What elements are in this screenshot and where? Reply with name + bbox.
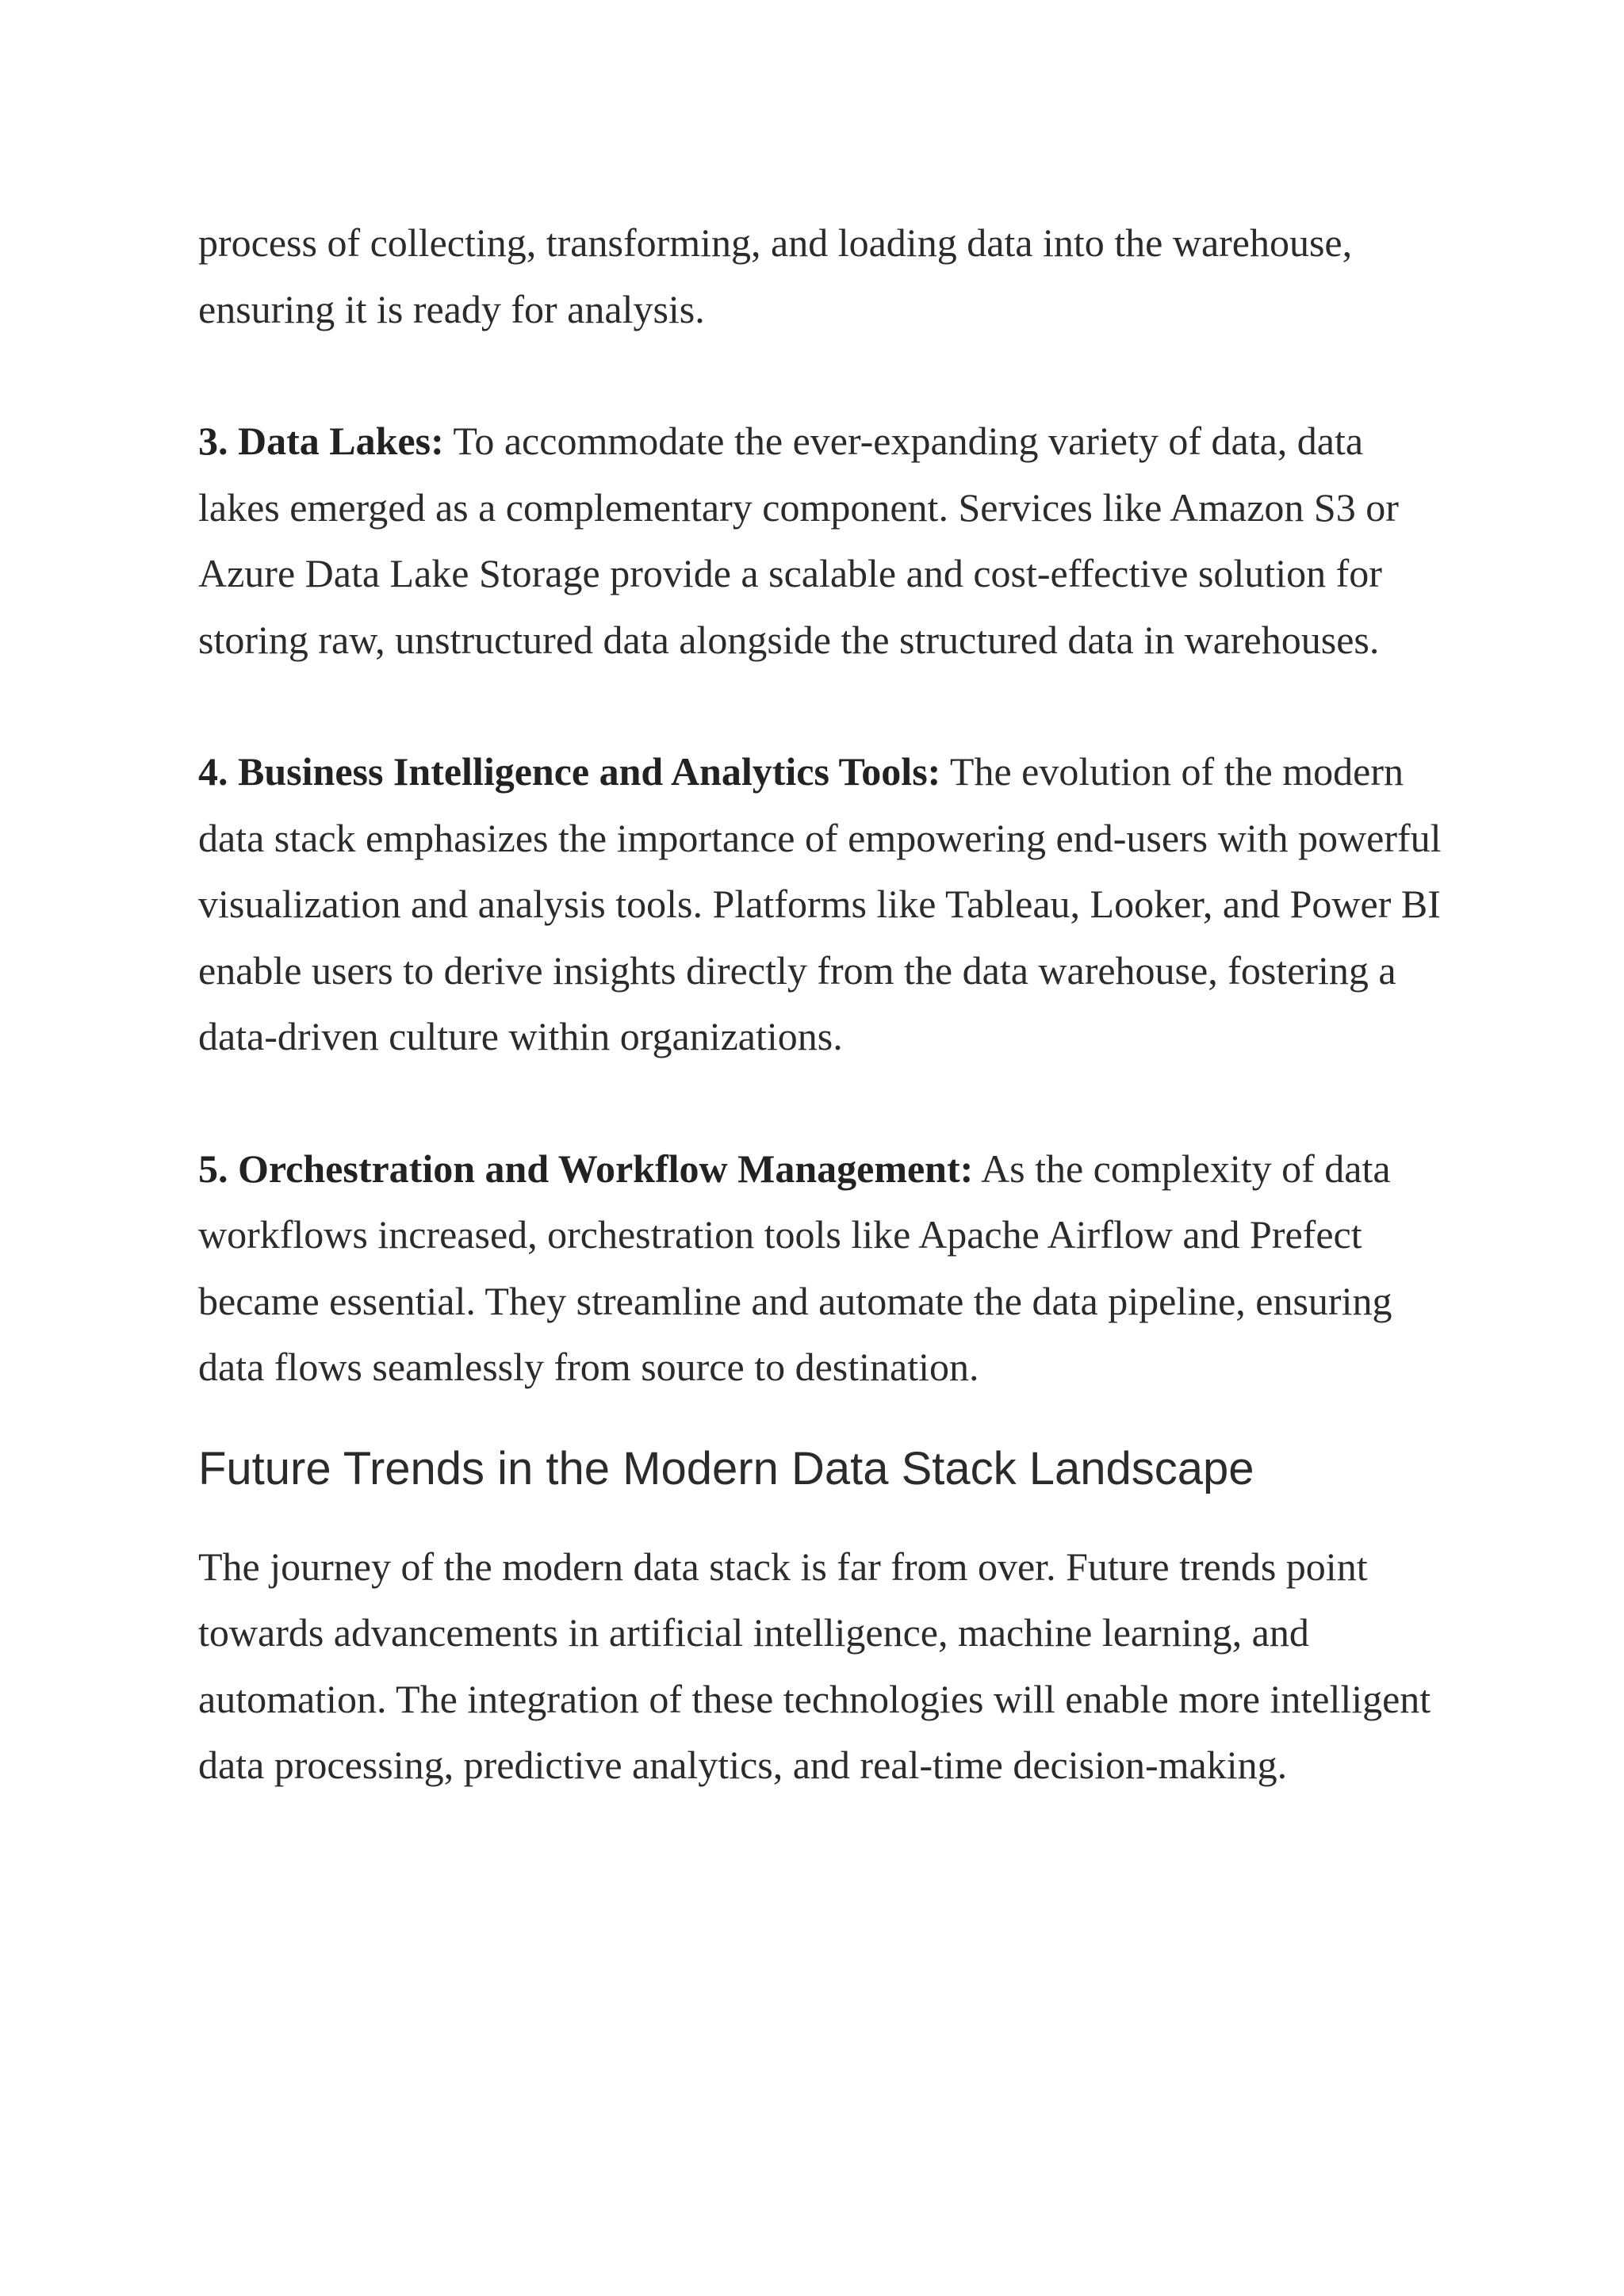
paragraph-body: To accommodate the ever-expanding variety of data, data lakes emerged as a complementary component. Services like Amazon S3 or Azure Data Lake Storage provide a scalable and cost-effective solution for storing raw, unstructured data alongside the structured data in warehouses. bbox=[198, 419, 1399, 662]
paragraph-data-lakes bbox=[198, 408, 1451, 673]
paragraph-orchestration bbox=[198, 1136, 1451, 1401]
paragraph-bi-analytics-tools bbox=[198, 739, 1451, 1070]
paragraph-lead: 3. Data Lakes: bbox=[198, 419, 444, 463]
paragraph-body: The evolution of the modern data stack emphasizes the importance of empowering end-users with powerful visualization and analysis tools. Platforms like Tableau, Looker, and Power BI enable users to derive insights directly from the data warehouse, fostering a data-driven culture within organizations. bbox=[198, 749, 1442, 1058]
paragraph-lead: 5. Orchestration and Workflow Management: bbox=[198, 1146, 974, 1191]
document-page bbox=[198, 210, 1451, 1799]
paragraph-body: As the complexity of data workflows increased, orchestration tools like Apache Airflow and Prefect became essential. They streamline and automate the data pipeline, ensuring data flows seamlessly from source to destination. bbox=[198, 1146, 1392, 1389]
paragraph-lead: 4. Business Intelligence and Analytics Tools: bbox=[198, 749, 941, 794]
paragraph-future-trends bbox=[198, 1534, 1451, 1799]
section-heading: Future Trends in the Modern Data Stack Landscape bbox=[198, 1442, 1254, 1494]
paragraph-etl-continuation bbox=[198, 210, 1451, 342]
paragraph-body: process of collecting, transforming, and loading data into the warehouse, ensuring it is ready for analysis. bbox=[198, 220, 1353, 331]
paragraph-body: The journey of the modern data stack is far from over. Future trends point towards advancements in artificial intelligence, machine learning, and automation. The integration of these technologies will enable more intelligent data processing, predictive analytics, and real-time decision-making. bbox=[198, 1544, 1431, 1787]
